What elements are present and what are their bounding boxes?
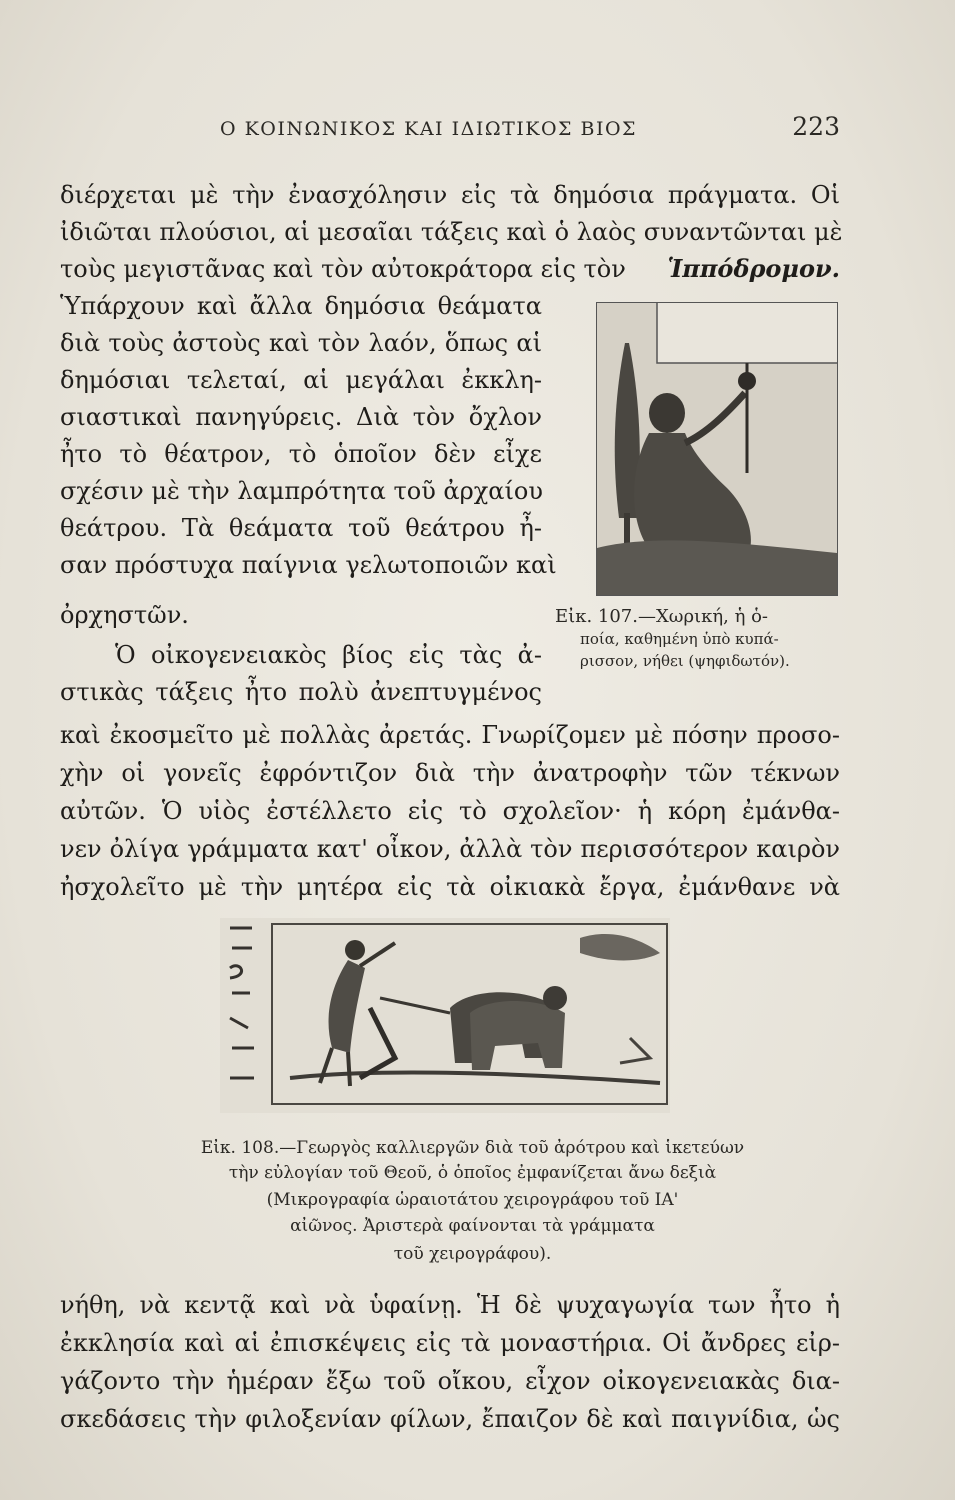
text-line [60,254,840,284]
text-line: ὀρχηστῶν. [60,601,189,629]
figure-107-caption-line: Εἰκ. 107.—Χωρική, ἡ ὁ- [555,606,769,627]
text-line: Ὁ οἰκογενειακὸς βίος εἰς τὰς ἀ- [115,641,542,669]
figure-108-caption-line: αἰῶνος. Ἀριστερὰ φαίνονται τὰ γράμματα [290,1216,655,1236]
emphasis-hippodrome: Ἱππόδρομον. [667,254,840,283]
text-line: νεν ὀλίγα γράμματα κατ' οἶκον, ἀλλὰ τὸν περισσότερον καιρὸν [60,835,840,863]
figure-108-caption-line: (Μικρογραφία ὡραιοτάτου χειρογράφου τοῦ ΙΑ' [266,1190,679,1210]
page-number: 223 [792,112,840,141]
text-line: νήθη, νὰ κεντᾷ καὶ νὰ ὑφαίνῃ. Ἡ δὲ ψυχαγωγία των ἦτο ἡ [60,1291,840,1319]
text-line: Ὑπάρχουν καὶ ἄλλα δημόσια θεάματα [60,292,542,320]
text-line: ἦτο τὸ θέατρον, τὸ ὁποῖον δὲν εἶχε [60,440,542,468]
text-line: σχέσιν μὲ τὴν λαμπρότητα τοῦ ἀρχαίου [60,477,543,505]
text-line-part: τοὺς μεγιστᾶνας καὶ τὸν αὐτοκράτορα εἰς τὸν [60,255,626,283]
text-line: σκεδάσεις τὴν φιλοξενίαν φίλων, ἔπαιζον δὲ καὶ παιγνίδια, ὡς [60,1405,840,1433]
text-line: σιαστικαὶ πανηγύρεις. Διὰ τὸν ὄχλον [60,403,542,431]
page-header [60,112,840,142]
text-line: αὐτῶν. Ὁ υἱὸς ἐστέλλετο εἰς τὸ σχολεῖον· ἡ κόρη ἐμάνθα- [60,797,840,825]
text-line: ἰδιῶται πλούσιοι, αἱ μεσαῖαι τάξεις καὶ ὁ λαὸς συναντῶνται μὲ [60,218,843,246]
text-line: χὴν οἱ γονεῖς ἐφρόντιζον διὰ τὴν ἀνατροφὴν τῶν τέκνων [60,759,840,787]
text-line: ἠσχολεῖτο μὲ τὴν μητέρα εἰς τὰ οἰκιακὰ ἔργα, ἐμάνθανε νὰ [60,873,840,901]
text-line: θεάτρου. Τὰ θεάματα τοῦ θεάτρου ἦ- [60,514,542,542]
figure-108-caption-line: Εἰκ. 108.—Γεωργὸς καλλιεργῶν διὰ τοῦ ἀρότρου καὶ ἱκετεύων [200,1138,745,1158]
running-title: Ο ΚΟΙΝΩΝΙΚΟΣ ΚΑΙ ΙΔΙΩΤΙΚΟΣ ΒΙΟΣ [220,118,637,140]
figure-107-mosaic [596,302,838,596]
text-line: στικὰς τάξεις ἦτο πολὺ ἀνεπτυγμένος [60,678,542,706]
figure-107-caption-line: ρισσον, νήθει (ψηφιδωτόν). [580,652,790,670]
figure-108-caption-line: τὴν εὐλογίαν τοῦ Θεοῦ, ὁ ὁποῖος ἐμφανίζεται ἄνω δεξιὰ [228,1163,717,1183]
text-line: ἐκκλησία καὶ αἱ ἐπισκέψεις εἰς τὰ μοναστήρια. Οἱ ἄνδρες εἰρ- [60,1329,840,1357]
text-line: γάζοντο τὴν ἡμέραν ἔξω τοῦ οἴκου, εἶχον οἰκογενειακὰς δια- [60,1367,840,1395]
text-line: δημόσιαι τελεταί, αἱ μεγάλαι ἐκκλη- [60,366,542,394]
text-line: διὰ τοὺς ἀστοὺς καὶ τὸν λαόν, ὅπως αἱ [60,329,542,357]
figure-108-miniature [220,918,670,1113]
text-line: διέρχεται μὲ τὴν ἐνασχόλησιν εἰς τὰ δημόσια πράγματα. Οἱ [60,181,840,209]
figure-107-caption-line: ποία, καθημένη ὑπὸ κυπά- [580,630,779,648]
text-line: καὶ ἐκοσμεῖτο μὲ πολλὰς ἀρετάς. Γνωρίζομεν μὲ πόσην προσο- [60,721,840,749]
text-line: σαν πρόστυχα παίγνια γελωτοποιῶν καὶ [60,551,557,579]
figure-108-caption-line: τοῦ χειρογράφου). [393,1244,552,1264]
